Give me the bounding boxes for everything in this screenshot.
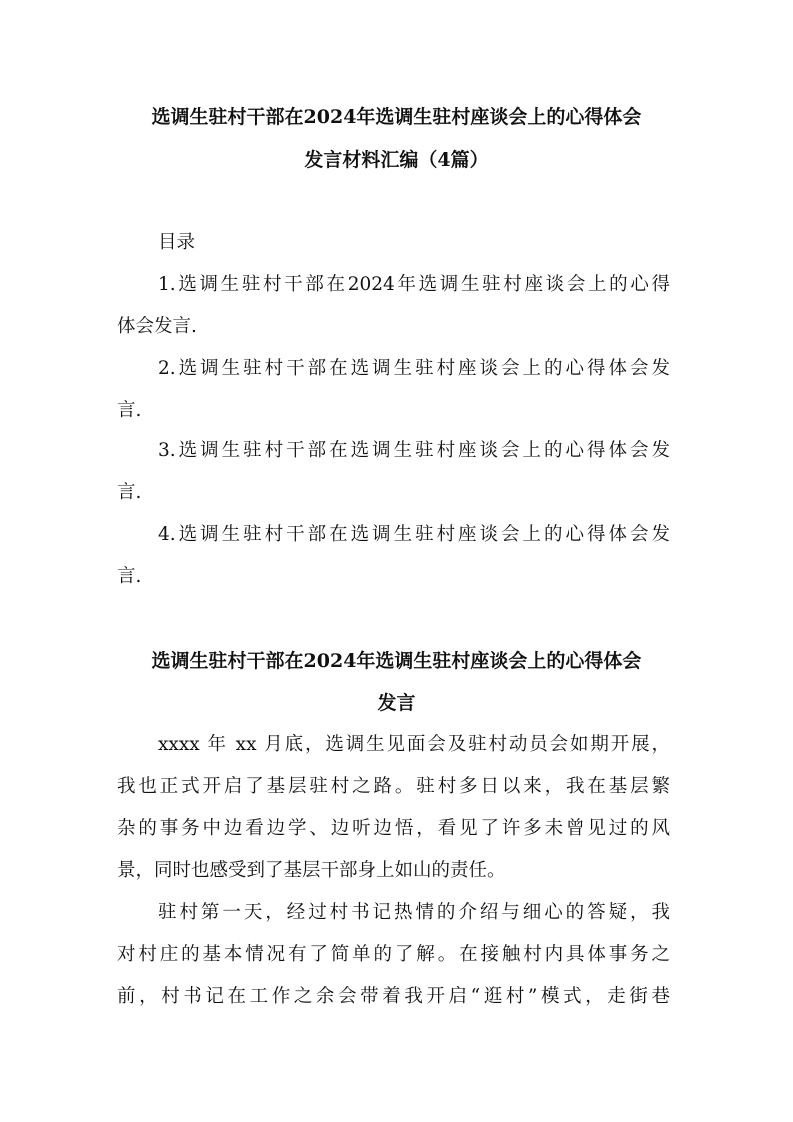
toc-item-1[interactable]: 1.选调生驻村干部在2024年选调生驻村座谈会上的心得 (158, 274, 670, 295)
body-paragraph-2-line-1: 驻村第一天，经过村书记热情的介绍与细心的答疑，我 (158, 902, 670, 923)
body-paragraph-1-line-1: xxxx 年 xx 月底，选调生见面会及驻村动员会如期开展， (158, 734, 670, 755)
body-paragraph-2-line-3: 前，村书记在工作之余会带着我开启“逛村”模式，走街巷 (117, 986, 670, 1007)
body-paragraph-1-line-4: 景，同时也感受到了基层干部身上如山的责任。 (117, 860, 506, 881)
toc-item-4-continued[interactable]: 言. (117, 566, 142, 587)
toc-item-3[interactable]: 3.选调生驻村干部在选调生驻村座谈会上的心得体会发 (158, 440, 670, 461)
toc-heading: 目录 (158, 232, 196, 253)
section-title-line-2: 发言 (377, 692, 416, 714)
document-title-line-1: 选调生驻村干部在2024年选调生驻村座谈会上的心得体会 (151, 106, 642, 128)
body-paragraph-2-line-2: 对村庄的基本情况有了简单的了解。在接触村内具体事务之 (117, 944, 670, 965)
section-title-line-1: 选调生驻村干部在2024年选调生驻村座谈会上的心得体会 (151, 650, 642, 672)
toc-item-4[interactable]: 4.选调生驻村干部在选调生驻村座谈会上的心得体会发 (158, 524, 670, 545)
toc-item-1-continued[interactable]: 体会发言. (117, 316, 197, 337)
body-paragraph-1-line-3: 杂的事务中边看边学、边听边悟，看见了许多未曾见过的风 (117, 818, 670, 839)
toc-item-3-continued[interactable]: 言. (117, 482, 142, 503)
body-paragraph-1-line-2: 我也正式开启了基层驻村之路。驻村多日以来，我在基层繁 (117, 776, 670, 797)
document-title-line-2: 发言材料汇编（4篇） (304, 149, 489, 171)
toc-item-2[interactable]: 2.选调生驻村干部在选调生驻村座谈会上的心得体会发 (158, 358, 670, 379)
toc-item-2-continued[interactable]: 言. (117, 400, 142, 421)
